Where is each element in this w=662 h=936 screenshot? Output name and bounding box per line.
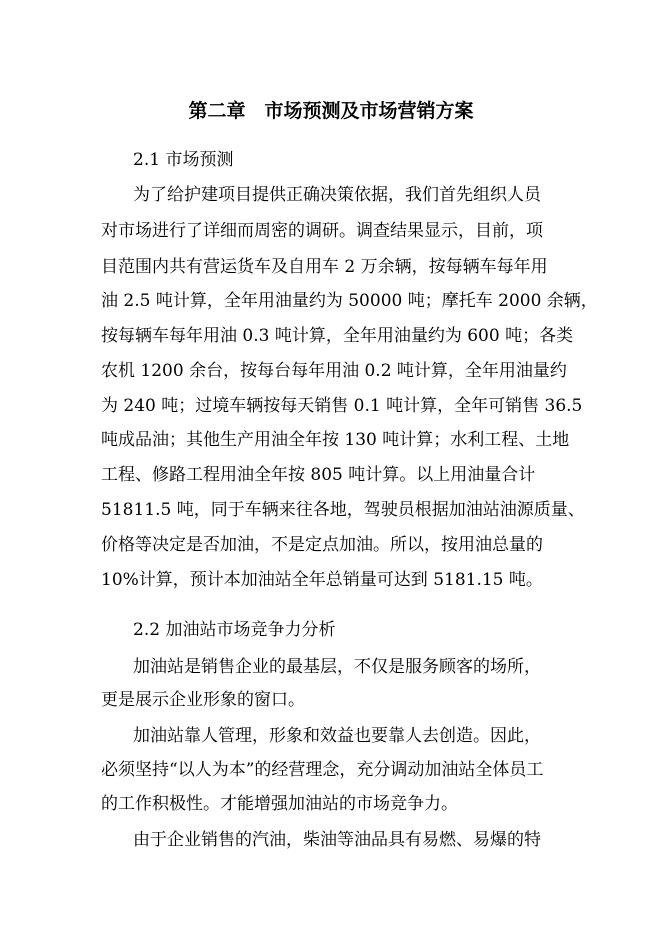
paragraph-line: 必须坚持“以人为本”的经营理念，充分调动加油站全体员工 <box>101 760 544 780</box>
paragraph-line: 由于企业销售的汽油，柴油等油品具有易燃、易爆的特 <box>133 830 541 850</box>
paragraph-line: 51811.5 吨，同于车辆来往各地，驾驶员根据加油站油源质量、 <box>101 500 585 520</box>
chapter-title: 第二章 市场预测及市场营销方案 <box>188 100 474 122</box>
paragraph-line: 的工作积极性。才能增强加油站的市场竞争力。 <box>101 794 458 814</box>
paragraph-line: 更是展示企业形象的窗口。 <box>101 690 305 710</box>
paragraph-line: 按每辆车每年用油 0.3 吨计算，全年用油量约为 600 吨；各类 <box>101 326 574 346</box>
section-heading-market-forecast: 2.1 市场预测 <box>133 150 234 170</box>
paragraph-line: 吨成品油；其他生产用油全年按 130 吨计算；水利工程、土地 <box>101 430 570 450</box>
paragraph-line: 对市场进行了详细而周密的调研。调查结果显示，目前，项 <box>101 221 543 241</box>
paragraph-line: 油 2.5 吨计算，全年用油量约为 50000 吨；摩托车 2000 余辆， <box>101 291 598 311</box>
paragraph-line: 加油站是销售企业的最基层，不仅是服务顾客的场所， <box>133 657 541 677</box>
paragraph-line: 农机 1200 余台，按每台每年用油 0.2 吨计算，全年用油量约 <box>101 361 567 381</box>
section-heading-competitiveness: 2.2 加油站市场竞争力分析 <box>133 620 336 640</box>
paragraph-line: 为了给护建项目提供正确决策依据，我们首先组织人员 <box>133 185 541 205</box>
paragraph-line: 加油站靠人管理，形象和效益也要靠人去创造。因此， <box>133 726 541 746</box>
paragraph-line: 工程、修路工程用油全年按 805 吨计算。以上用油量合计 <box>101 465 536 485</box>
paragraph-line: 为 240 吨；过境车辆按每天销售 0.1 吨计算，全年可销售 36.5 <box>101 396 583 416</box>
paragraph-line: 目范围内共有营运货车及自用车 2 万余辆，按每辆车每年用 <box>101 257 548 277</box>
paragraph-line: 10%计算，预计本加油站全年总销量可达到 5181.15 吨。 <box>101 570 543 590</box>
paragraph-line: 价格等决定是否加油，不是定点加油。所以，按用油总量的 <box>101 535 543 555</box>
